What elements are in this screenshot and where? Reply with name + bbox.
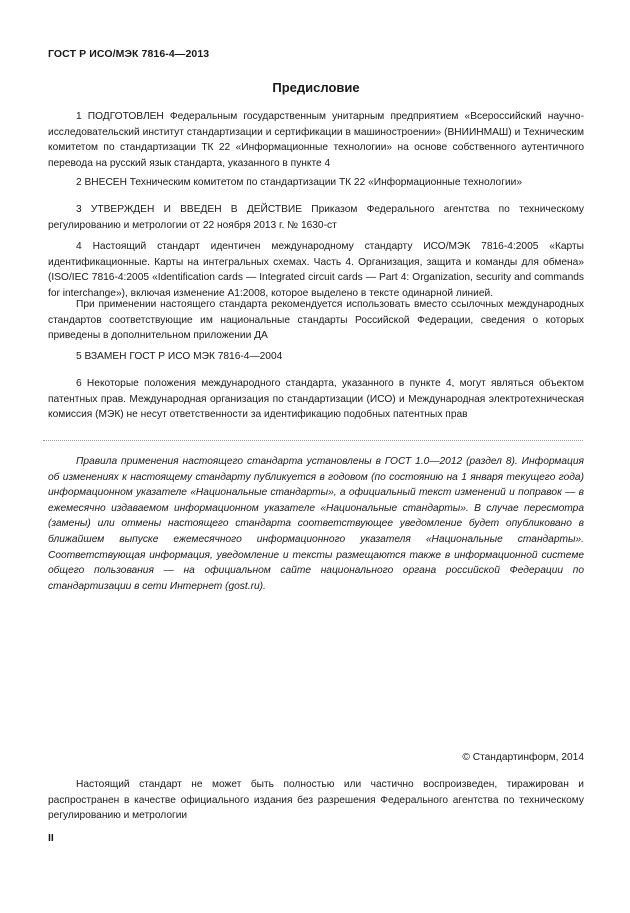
paragraph-patent-rights: 6 Некоторые положения международного стандарта, указанного в пункте 4, могут являться объектом патентных прав. Международная организация по стандартизации (ИСО) и Международная электротехническая комиссия (МЭК) не несут ответственности за идентификацию подобных патентных прав xyxy=(48,378,584,421)
section-divider xyxy=(43,440,583,441)
reproduction-notice: Настоящий стандарт не может быть полностью или частично воспроизведен, тиражирован и распространен в качестве официального издания без разрешения Федерального агентства по техническому регулированию и метрологии xyxy=(48,779,584,822)
page-title: Предисловие xyxy=(272,80,360,95)
notice-paragraph: Правила применения настоящего стандарта установлены в ГОСТ 1.0—2012 (раздел 8). Информация об изменениях к настоящему стандарту публикуется в годовом (по состоянию на 1 января текущего года) информационном указателе «Национальные стандарты», а официальный текст изменений и поправок — в ежемесячно издаваемом информационном указателе «Национальные стандарты». В случае пересмотра (замены) или отмены настоящего стандарта соответствующее уведомление будет опубликовано в ближайшем выпуске ежемесячного информационного указателя «Национальные стандарты». Соответствующая информация, уведомление и тексты размещаются также в информационной системе общего пользования — на официальном сайте национального органа российской Федерации по стандартизации в сети Интернет (gost.ru). xyxy=(48,456,584,592)
paragraph-identical-standard: 4 Настоящий стандарт идентичен международному стандарту ИСО/МЭК 7816-4:2005 «Карты идентификационные. Карты на интегральных схемах. Часть 4. Организация, защита и команды для обмена» (ISO/IEC 7816-4:2005 «Identification cards — Integrated circuit cards — Part 4: Organization, security and commands for interchange»), включая изменение A1:2008, которое выделено в тексте одинарной линией. xyxy=(48,241,584,299)
paragraph-replaces: 5 ВЗАМЕН ГОСТ Р ИСО МЭК 7816-4—2004 xyxy=(76,351,283,362)
document-page xyxy=(48,0,584,913)
paragraph-prepared-by: 1 ПОДГОТОВЛЕН Федеральным государственным унитарным предприятием «Всероссийский научно-исследовательский институт стандартизации и сертификации в машиностроении» (ВНИИНМАШ) и Техническим комитетом по стандартизации ТК 22 «Информационные технологии» на основе собственного аутентичного перевода на русский язык стандарта, указанного в пункте 4 xyxy=(48,111,584,169)
copyright-line: © Стандартинформ, 2014 xyxy=(462,752,584,763)
document-code-header: ГОСТ Р ИСО/МЭК 7816-4—2013 xyxy=(48,48,210,60)
paragraph-submitted-by: 2 ВНЕСЕН Техническим комитетом по стандартизации ТК 22 «Информационные технологии» xyxy=(76,177,522,188)
paragraph-national-standards-usage: При применении настоящего стандарта рекомендуется использовать вместо ссылочных международных стандартов соответствующие им национальные стандарты Российской Федерации, сведения о которых приведены в дополнительном приложении ДА xyxy=(48,299,584,342)
page-number: II xyxy=(48,832,54,844)
paragraph-approved: 3 УТВЕРЖДЕН И ВВЕДЕН В ДЕЙСТВИЕ Приказом Федерального агентства по техническому регулированию и метрологии от 22 ноября 2013 г. № 1630-ст xyxy=(48,204,584,231)
